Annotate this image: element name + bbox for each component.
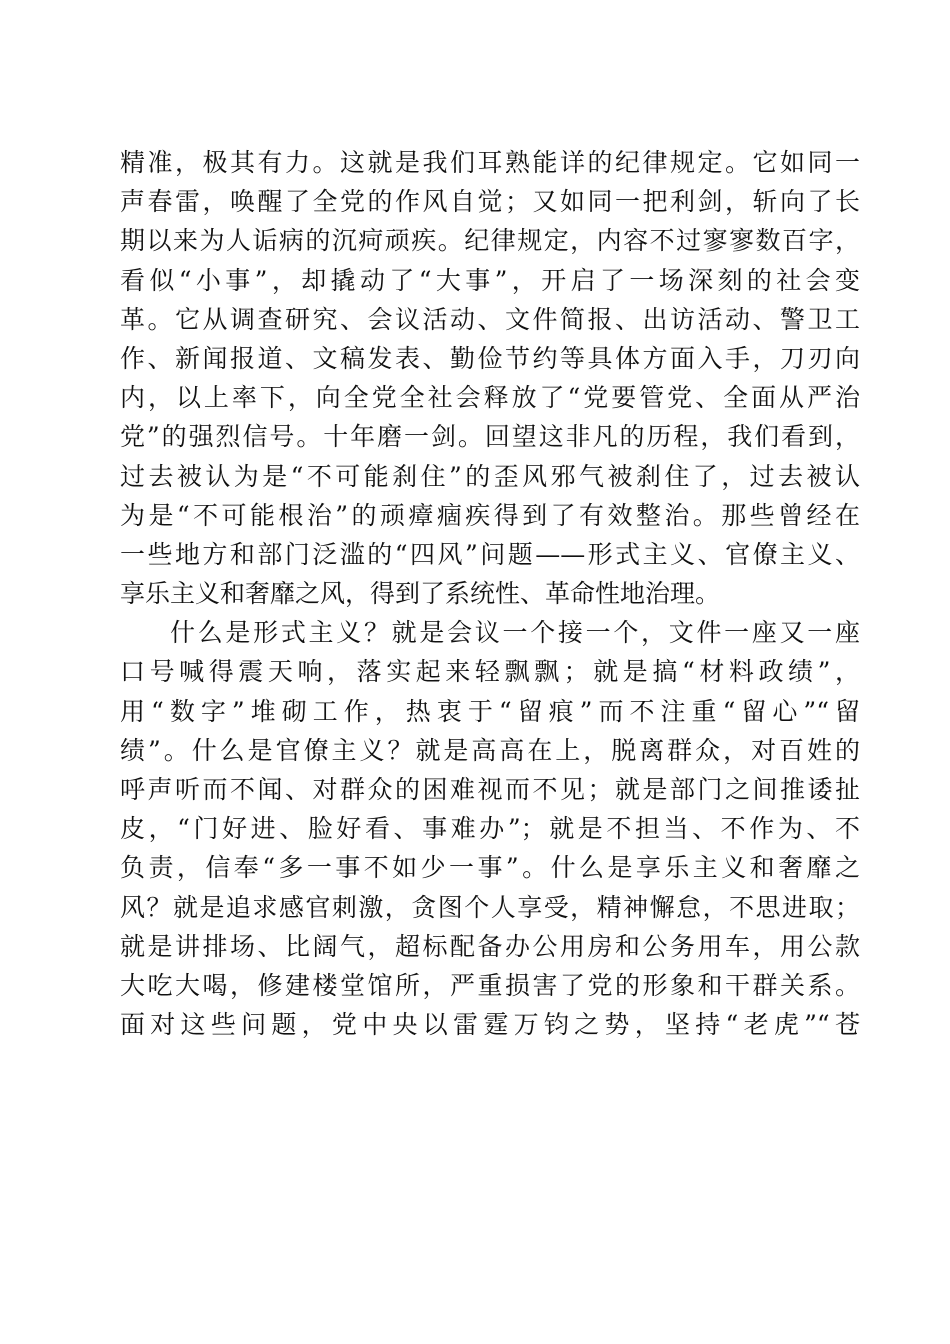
text-line: 精准，极其有力。这就是我们耳熟能详的纪律规定。它如同一 bbox=[120, 148, 860, 177]
text-line: 口号喊得震天响，落实起来轻飘飘；就是搞“材料政绩”， bbox=[120, 657, 860, 687]
text-line: 作、新闻报道、文稿发表、勤俭节约等具体方面入手，刀刃向 bbox=[120, 343, 860, 373]
text-line: 就是讲排场、比阔气，超标配备办公用房和公务用车，用公款 bbox=[120, 931, 860, 961]
text-line: 什么是形式主义？就是会议一个接一个，文件一座又一座 bbox=[170, 618, 860, 648]
text-line: 皮，“门好进、脸好看、事难办”；就是不担当、不作为、不 bbox=[120, 814, 860, 844]
text-line: 呼声听而不闻、对群众的困难视而不见；就是部门之间推诿扯 bbox=[120, 775, 860, 804]
text-line: 过去被认为是“不可能刹住”的歪风邪气被刹住了，过去被认 bbox=[120, 461, 860, 491]
text-line: 党”的强烈信号。十年磨一剑。回望这非凡的历程，我们看到， bbox=[120, 422, 860, 452]
text-line: 大吃大喝，修建楼堂馆所，严重损害了党的形象和干群关系。 bbox=[120, 970, 860, 1000]
text-line: 声春雷，唤醒了全党的作风自觉；又如同一把利剑，斩向了长 bbox=[120, 187, 860, 217]
text-line: 看似“小事”，却撬动了“大事”，开启了一场深刻的社会变 bbox=[120, 265, 860, 295]
text-line: 期以来为人诟病的沉疴顽疾。纪律规定，内容不过寥寥数百字， bbox=[120, 226, 860, 256]
text-line: 用“数字”堆砌工作，热衷于“留痕”而不注重“留心”“留 bbox=[120, 696, 860, 726]
text-line: 为是“不可能根治”的顽瘴痼疾得到了有效整治。那些曾经在 bbox=[120, 500, 860, 530]
text-line: 风？就是追求感官刺激，贪图个人享受，精神懈怠，不思进取； bbox=[120, 892, 860, 922]
paragraph-1 bbox=[120, 143, 860, 613]
text-line: 享乐主义和奢靡之风，得到了系统性、革命性地治理。 bbox=[120, 579, 721, 609]
paragraph-2 bbox=[120, 613, 860, 1044]
text-line: 一些地方和部门泛滥的“四风”问题——形式主义、官僚主义、 bbox=[120, 539, 860, 569]
text-line: 革。它从调查研究、会议活动、文件简报、出访活动、警卫工 bbox=[120, 304, 860, 334]
text-line: 面对这些问题，党中央以雷霆万钧之势，坚持“老虎”“苍 bbox=[120, 1010, 860, 1040]
text-line: 内，以上率下，向全党全社会释放了“党要管党、全面从严治 bbox=[120, 383, 860, 413]
text-line: 负责，信奉“多一事不如少一事”。什么是享乐主义和奢靡之 bbox=[120, 853, 860, 883]
text-line: 绩”。什么是官僚主义？就是高高在上，脱离群众，对百姓的 bbox=[120, 735, 860, 765]
body-text bbox=[120, 143, 860, 1044]
